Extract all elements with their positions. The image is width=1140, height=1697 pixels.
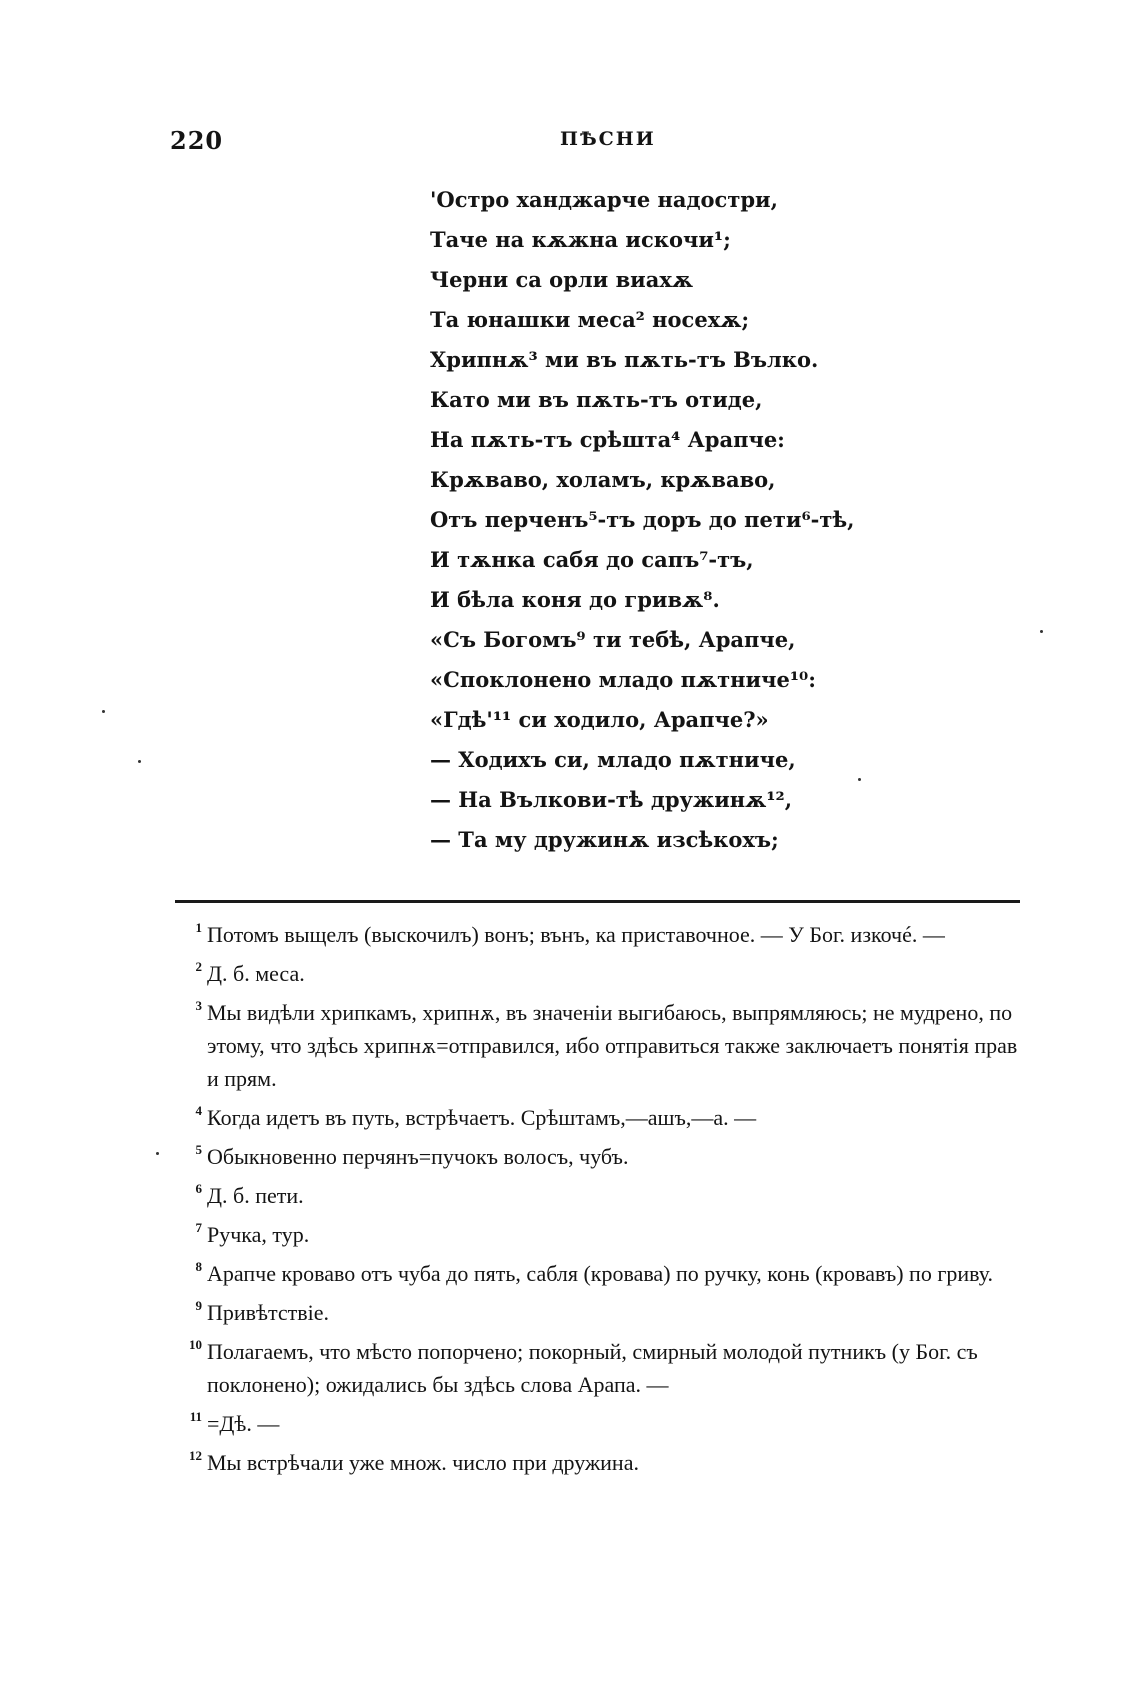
footnote <box>172 1179 1032 1212</box>
footnote <box>172 1218 1032 1251</box>
footnote-text: Обыкновенно перчянъ=пучокъ волосъ, чубъ. <box>207 1144 629 1169</box>
footnote-number: 7 <box>195 1220 202 1235</box>
footnote-text: Мы встрѣчали уже множ. число при дружина. <box>207 1450 639 1475</box>
verse-line: «Гдѣ'¹¹ си ходило, Арапче?» <box>430 707 769 732</box>
verse-line: На пѫть-тъ срѣшта⁴ Арапче: <box>430 427 785 452</box>
footnote-number: 2 <box>195 959 202 974</box>
verse-line: — Ходихъ си, младо пѫтниче, <box>430 747 796 772</box>
footnote-text: Привѣтствiе. <box>207 1300 330 1325</box>
scan-speck <box>858 778 861 781</box>
footnote-text: Потомъ выщелъ (выскочилъ) вонъ; вънъ, ка приставочное. — У Бог. изкочé. — <box>207 922 945 947</box>
verse-line: Хрипнѫ³ ми въ пѫть-тъ Вълко. <box>430 347 819 372</box>
verse-line: — На Вълкови-тѣ дружинѫ¹², <box>430 787 793 812</box>
verse-line: Черни са орли виахѫ <box>430 267 694 292</box>
verse-line: «Съ Богомъ⁹ ти тебѣ, Арапче, <box>430 627 796 652</box>
verse-line: — Та му дружинѫ изсѣкохъ; <box>430 827 779 852</box>
footnote-text: Полагаемъ, что мѣсто попорчено; покорный, смирный молодой путникъ (у Бог. съ поклонено); ожидались бы здѣсь слова Арапа. — <box>207 1339 978 1397</box>
footnote-number: 6 <box>195 1181 202 1196</box>
footnote <box>172 996 1032 1095</box>
running-title: ПѢСНИ <box>560 128 656 150</box>
footnote-text: Мы видѣли хрипкамъ, хрипнѫ, въ значенiи выгибаюсь, выпрямляюсь; не мудрено, по этому, что здѣсь хрипнѫ=отправился, ибо отправиться также заключаетъ понятiя прав и прям. <box>207 1000 1018 1091</box>
footnote <box>172 1335 1032 1401</box>
footnote-text: Когда идетъ въ путь, встрѣчаетъ. Срѣштамъ,—ашъ,—а. — <box>207 1105 757 1130</box>
verse-line: «Споклонено младо пѫтниче¹⁰: <box>430 667 816 692</box>
footnote-number: 4 <box>195 1103 202 1118</box>
scan-speck <box>102 710 105 713</box>
verse-line: Крѫваво, холамъ, крѫваво, <box>430 467 776 492</box>
scan-speck <box>1040 630 1043 633</box>
footnote <box>172 1296 1032 1329</box>
footnote-number: 9 <box>195 1298 202 1313</box>
footnote-number: 8 <box>195 1259 202 1274</box>
footnote <box>172 918 1032 951</box>
footnote-text: Д. б. меса. <box>207 961 305 986</box>
footnote <box>172 1446 1032 1479</box>
footnote-text: Ручка, тур. <box>207 1222 310 1247</box>
song-verse <box>430 180 1090 860</box>
footnote-number: 5 <box>195 1142 202 1157</box>
footnote-text: Д. б. пети. <box>207 1183 304 1208</box>
footnote-number: 10 <box>189 1337 202 1352</box>
verse-line: 'Остро ханджарче надостри, <box>430 187 778 212</box>
footnote-number: 11 <box>189 1409 202 1424</box>
footnote-divider <box>175 900 1020 903</box>
footnote-text: =Дѣ. — <box>207 1411 280 1436</box>
verse-line: И бѣла коня до гривѫ⁸. <box>430 587 720 612</box>
footnote <box>172 1140 1032 1173</box>
footnotes <box>172 918 1032 1485</box>
scan-speck <box>156 1152 159 1155</box>
page-number: 220 <box>170 126 224 155</box>
verse-line: Таче на кѫжна искочи¹; <box>430 227 731 252</box>
verse-line: Отъ перченъ⁵-тъ доръ до пети⁶-тѣ, <box>430 507 855 532</box>
footnote-text: Арапче кроваво отъ чуба до пять, сабля (кровава) по ручку, конь (кровавъ) по гриву. <box>207 1261 994 1286</box>
footnote-number: 3 <box>195 998 202 1013</box>
footnote-number: 1 <box>195 920 202 935</box>
footnote-number: 12 <box>189 1448 202 1463</box>
verse-line: Та юнашки меса² носехѫ; <box>430 307 750 332</box>
footnote <box>172 1257 1032 1290</box>
footnote <box>172 1407 1032 1440</box>
footnote <box>172 957 1032 990</box>
verse-line: И тѫнка сабя до сапъ⁷-тъ, <box>430 547 754 572</box>
scan-speck <box>138 760 141 763</box>
footnote <box>172 1101 1032 1134</box>
verse-line: Като ми въ пѫть-тъ отиде, <box>430 387 763 412</box>
